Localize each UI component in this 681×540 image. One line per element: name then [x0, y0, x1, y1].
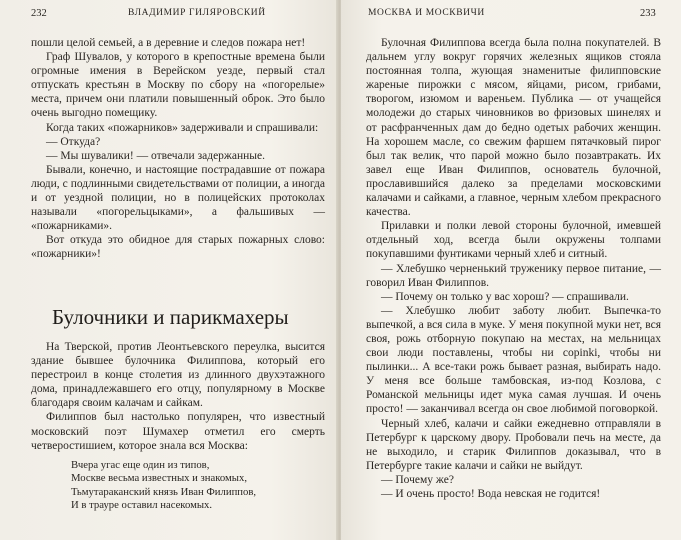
paragraph: На Тверской, против Леонтьевского переулка, высится здание бывшее булочника Филиппова, который его перестроил в конце столетия из длинного двухэтажного дома, принадлежавшего его отцу, популярному в Москве благодаря своим калачам и сайкам. [31, 341, 325, 410]
poem [71, 459, 325, 513]
right-page [341, 0, 681, 540]
paragraph: Когда таких «пожарников» задерживали и спрашивали: [46, 121, 319, 134]
paragraph: пошли целой семьей, а в деревние и следов пожара нет! [31, 37, 306, 49]
paragraph: Черный хлеб, калачи и сайки ежедневно отправляли в Петербург к царскому двору. Пробовали печь на месте, да не выходило, и старик Филиппов доказывал, что в Петербурге такие калачи и сайки не выйдут. [366, 417, 661, 472]
dialogue-line: — Мы шувалики! — отвечали задержанные. [46, 149, 265, 162]
paragraph: Граф Шувалов, у которого в крепостные времена были огромные имения в Верейском уезде, первый стал отпускать крестьян в Москву по сбору на «погорелые» места, причем они платили повышенный оброк. Это было очень выгодно помещику. [31, 51, 325, 120]
paragraph: Булочная Филиппова всегда была полна покупателей. В дальнем углу вокруг горячих железных ящиков стояла постоянная толпа, жующая знаменитые филипповские жареные пирожки с мясом, яйцами, рисом, грибами, творогом, изюмом и вареньем. Публика — от учащейся молодежи до старых чиновников во фризовых шинелях и от расфранченных дам до бедно одетых рабочих женщин. На хорошем масле, со свежим фаршем пятачковый пирог был так велик, что парой можно было позавтракать. Их завел еще Иван Филиппов, основатель булочной, прославившийся далеко за пределами московскими калачами и сайками, а главное, черным хлебом прекрасного качества. [366, 37, 661, 219]
dialogue-line: — Почему же? [381, 473, 454, 486]
left-page-number: 232 [31, 8, 47, 19]
left-page [0, 0, 338, 540]
left-body-text [31, 36, 325, 262]
left-section-text [31, 340, 325, 512]
poem-line: Вчера угас еще один из типов, [71, 458, 210, 471]
left-running-header: ВЛАДИМИР ГИЛЯРОВСКИЙ [128, 8, 266, 18]
dialogue-line: — Хлебушко черненький труженику первое питание, — говорил Иван Филиппов. [366, 262, 661, 289]
dialogue-line: — Хлебушко любит заботу любит. Выпечка-то выпечкой, а вся сила в муке. У меня покупной муки нет, вся своя, рожь отборную покупаю на местах, на мельницах свои люди поставлены, чтобы ни сорinki, чтобы ни пылинки... А все-таки рожь бывает разная, выбирать надо. У меня все больше тамбовская, из-под Козлова, с Романской мельницы идет мука самая лучшая. И очень просто! — заканчивал всегда он свое любимой поговоркой. [366, 304, 661, 416]
dialogue-line: — Откуда? [46, 135, 101, 148]
dialogue-line: — Почему он только у вас хорош? — спрашивали. [381, 290, 629, 303]
right-body-text [366, 36, 661, 501]
right-running-header: МОСКВА И МОСКВИЧИ [368, 8, 485, 18]
poem-line: И в трауре оставил насекомых. [71, 498, 213, 511]
poem-line: Тьмутараканский князь Иван Филиппов, [71, 485, 257, 498]
paragraph: Бывали, конечно, и настоящие пострадавшие от пожара люди, с подлинными свидетельствами от полиции, а иногда и от уездной полиции, но в полицейских протоколах называли «погорельцыками», а фальшивых — «пожарниками». [31, 163, 325, 233]
right-page-number: 233 [640, 8, 656, 19]
paragraph: Вот откуда это обидное для старых пожарных слово: «пожарники»! [31, 234, 325, 261]
paragraph: Филиппов был настолько популярен, что известный московский поэт Шумахер отметил его смерть четверостишием, которое знала вся Москва: [31, 411, 325, 452]
section-title: Булочники и парикмахеры [52, 305, 289, 329]
poem-line: Москве весьма известных и знакомых, [71, 472, 247, 485]
paragraph: Прилавки и полки левой стороны булочной, имевшей отдельный ход, всегда были окружены толпами покупавшими фунтиками черный хлеб и ситный. [366, 220, 661, 261]
dialogue-line: — И очень просто! Вода невская не годится! [381, 488, 601, 500]
